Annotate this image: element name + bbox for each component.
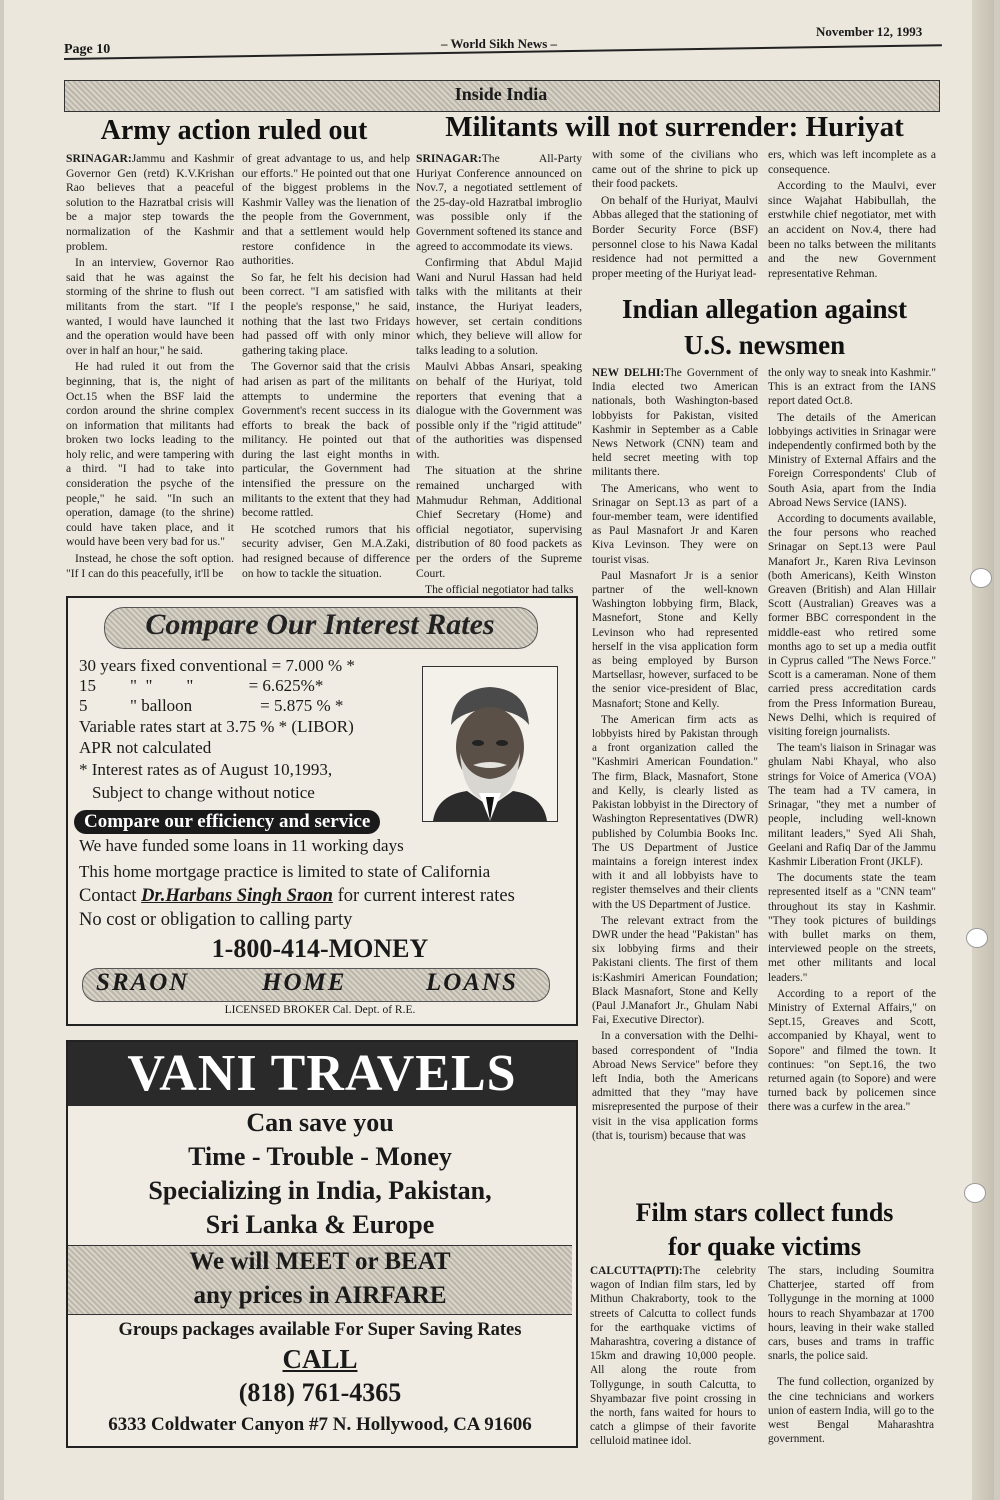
militants-column-1 (416, 152, 582, 598)
contact-line (79, 884, 515, 908)
rate-line: 5 " balloon = 5.875 % * (79, 696, 344, 715)
contact-suffix: for current interest rates (332, 886, 515, 906)
article-paragraph: The details of the American lobbyings activities in Srinagar were independently confirmed both by the Ministry of External Affairs and the Foreign Correspondents' Club of South Asia, apart from the India Abroad News Service (IANS). (768, 411, 936, 509)
rate-line: Variable rates start at 3.75 % * (LIBOR) (79, 717, 354, 736)
allegation-headline-line-1: Indian allegation against (621, 294, 908, 324)
article-paragraph: The situation at the shrine remained uncharged with Mahmudur Rehman, Additional Chief Secretary (Home) and official negotiator, supervising distribution of 80 food packets as per the orders of the Supreme Court. (416, 464, 582, 580)
rate-line: * Interest rates as of August 10,1993, (79, 760, 333, 779)
groups-line: Groups packages available For Super Saving Rates (118, 1320, 522, 1340)
broker-portrait (422, 666, 558, 822)
article-paragraph: Paul Masnafort Jr is a senior partner of the well-known Washington lobbying firm, Black, Masnefort, Stone and Kelly Levinson who had represented herself in the visa application form as being employed by Burson Martsellasr, however, surfaced to be the senior vice-president of Blac, Masnafort; Stone and Kelly. (592, 569, 758, 710)
article-paragraph: On behalf of the Huriyat, Maulvi Abbas alleged that the stationing of Border Security Force (BSF) personnel close to his Nawa Kadal residence had not permitted a proper meeting of the Huriyat lead- (592, 193, 758, 280)
binder-hole (966, 928, 988, 948)
binder-hole (964, 1183, 986, 1203)
article-paragraph: He had ruled it out from the beginning, that is, the night of Oct.15 when the BSF laid the cordon around the shrine complex on information that militants had broken two locks leading to the holy relic, and were tampering with a third. "I had to take into consideration the psyche of the people," he said. "In such an operation, damage (to the shrine) could have taken place, and it would have been very bad for us." (66, 360, 234, 549)
article-paragraph: The Governor said that the crisis had arisen as part of the militants attempts to undermine the Government's recent success in its efforts to break the back of militancy. He pointed out that during the last eight months in particular, the Government had intensified the pressure on the militants to the extent that they had become rattled. (242, 360, 410, 520)
allegation-headline-line-2: U.S. newsmen (683, 330, 846, 360)
brand-word: HOME (262, 969, 347, 996)
beat-line: any prices in AIRFARE (193, 1282, 447, 1309)
article-paragraph: Instead, he chose the soft option. "If I can do this peacefully, it'll be (66, 552, 234, 580)
article-paragraph: The All-Party Huriyat Conference announced on Nov.7, a negotiated settlement of the 25-day-old Hazratbal imbroglio was possible only if the Government softened its stance and agreed to accommodate its views. (416, 152, 582, 253)
phone-number: 1-800-414-MONEY (211, 934, 429, 963)
license-note: LICENSED BROKER Cal. Dept. of R.E. (224, 1004, 416, 1016)
dateline: CALCUTTA(PTI): (590, 1265, 683, 1277)
militants-column-2 (592, 148, 758, 281)
article-paragraph: Confirming that Abdul Majid Wani and Nurul Hassan had held talks with the militants at their instance, the Huriyat leaders, however, set certain conditions which, they believe will allow for talks leading to a solution. (416, 256, 582, 357)
article-paragraph: The fund collection, organized by the cine technicians and workers union of eastern India, will go to the west Bengal Maharashtra government. (768, 1376, 934, 1446)
army-column-1 (66, 152, 234, 581)
article-paragraph: The relevant extract from the DWR under the head "Pakistan" has six lobbying firms and their Pakistani clients. The first of them is:Kashmiri American Foundation; Black Masnafort, Stone and Kelly (Paul J.Manafort Jr., Ghulam Nabi Fai, Executive Director). (592, 914, 758, 1027)
beat-line: We will MEET or BEAT (189, 1248, 451, 1275)
vani-line: Specializing in India, Pakistan, (148, 1176, 492, 1205)
vani-address: 6333 Coldwater Canyon #7 N. Hollywood, CA 91606 (108, 1414, 532, 1435)
allegation-column-1 (592, 366, 758, 1143)
article-paragraph: According to the Maulvi, ever since Wajahat Habibullah, the erstwhile chief negotiator, met with an accident on Nov.4, there had been no talks between the militants and the new Government representative Rehman. (768, 179, 936, 280)
article-paragraph: with some of the civilians who came out of the shrine to pick up their food packets. (592, 148, 758, 191)
article-paragraph: the only way to sneak into Kashmir." This is an extract from the IANS report dated Oct.8. (768, 367, 936, 408)
page-number: Page 10 (64, 42, 111, 57)
rate-line: Subject to change without notice (92, 783, 315, 802)
article-paragraph: ers, which was left incomplete as a consequence. (768, 148, 936, 176)
article-paragraph: The Americans, who went to Srinagar on Sept.13 as part of a four-member team, were identified as Paul Masnafort Jr and Karen Kiva Levinson. They were on tourist visas. (592, 482, 758, 566)
vani-title: VANI TRAVELS (68, 1042, 576, 1106)
article-paragraph: The American firm acts as lobbyists hired by Pakistan through a front organization called the "Kashmiri American Foundation." The firm, Black, Masnafort, Stone and Kelly, is clearly listed as Pakistan lobbyist in the Directory of Washington Representatives (DWR) published by Columbia Books Inc. The US Department of Justice maintains a foreign interest index with it and all lobbyists have to register themselves and their clients with the US Department of Justice. (592, 713, 758, 911)
rate-line: APR not calculated (79, 738, 212, 757)
article-paragraph: According to documents available, the four persons who reached Srinagar on Sept.13 were Paul Manafort Jr., Karen Riva Levinson (both Americans), Keith Winston Greaven (British) and Alan Hillair Scott (Australian) Greaves was a former BBC correspondent in the middle-east who retired some months ago to set up a media outfit in Cyprus called "The News Force." Scott is a cameraman. None of them carried press accreditation cards from the Press Information Bureau, News Delhi, which is required of visiting foreign journalists. (768, 513, 936, 739)
newspaper-page (4, 0, 994, 1500)
militants-column-3 (768, 148, 936, 281)
section-title: Inside India (454, 84, 548, 104)
contact-name: Dr.Harbans Singh Sraon (141, 886, 333, 906)
vani-line: Time - Trouble - Money (188, 1142, 452, 1171)
vani-line: Can save you (246, 1108, 394, 1137)
article-paragraph: The official negotiator had talks (425, 583, 574, 597)
ad-text-line: We have funded some loans in 11 working days (79, 836, 404, 855)
article-paragraph: The team's liaison in Srinagar was ghulam Nabi Khayal, who also strings for Voice of America (VOA) The team had a TV camera, in Srinagar, "they met a number of people, including well-known militant leaders," Syed Ali Shah, Geelani and Rafiq Dar of the Jammu Kashmir Liberation Front (JKLF). (768, 742, 936, 868)
article-paragraph: In a conversation with the Delhi-based correspondent of "India Abroad News Service" before they left India, both the Americans admitted that they "may have misrepresented the purpose of their visit in the visa application forms (that is, tourism) because that was (592, 1030, 758, 1142)
allegation-column-2 (768, 366, 936, 1115)
efficiency-banner: Compare our efficiency and service (74, 810, 380, 834)
film-headline-line-1: Film stars collect funds (635, 1198, 894, 1227)
army-headline: Army action ruled out (100, 115, 368, 146)
film-headline-line-2: for quake victims (667, 1232, 862, 1261)
contact-prefix: Contact (79, 886, 142, 906)
brand-word: SRAON (96, 969, 190, 996)
film-column-1 (590, 1264, 756, 1449)
issue-date: November 12, 1993 (816, 24, 923, 39)
ad-text-line: No cost or obligation to calling party (79, 910, 353, 930)
article-paragraph: He scotched rumors that his security adviser, Gen M.A.Zaki, had resigned because of difference on how to tackle the situation. (242, 522, 410, 580)
article-paragraph: of great advantage to us, and help our efforts." He pointed out that one of the biggest problems in the Kashmir Valley was the lienation of the people from the Government, and that a settlement would help restore confidence in the authorities. (242, 152, 410, 268)
article-paragraph: The Government of India elected two American nationals, both Washington-based lobbyists for Pakistan, visited Kashmir in September as a Cable News Network (CNN) team and held secret meeting with top militants there. (592, 367, 758, 479)
film-column-2 (768, 1264, 934, 1446)
article-paragraph: Jammu and Kashmir Governor Gen (retd) K.V.Krishan Rao believes that a peaceful solution to the Hazratbal crisis will be a major step towards the normalization of the Kashmir problem. (66, 152, 234, 253)
article-paragraph: Maulvi Abbas Ansari, speaking on behalf of the Huriyat, told reporters that evening that a dialogue with the Government was possible only if the "rigid attitude" of the authorities was dispensed with. (416, 360, 582, 461)
vani-phone: (818) 761-4365 (238, 1378, 402, 1407)
article-paragraph: The documents state the team represented itself as a "CNN team" throughout its stay in Kashmir. "They took pictures of buildings with bullet marks on them, interviewed people on the streets, met other militants and local leaders." (768, 872, 936, 984)
dateline: SRINAGAR: (66, 152, 132, 165)
call-label: CALL (282, 1344, 358, 1374)
army-column-2 (242, 152, 410, 581)
paper-name: – World Sikh News – (440, 36, 558, 51)
brand-word: LOANS (426, 969, 518, 996)
binder-hole (970, 568, 992, 588)
ad-text-line: This home mortgage practice is limited to state of California (79, 862, 491, 881)
vani-line: Sri Lanka & Europe (205, 1210, 435, 1239)
dateline: NEW DELHI: (592, 367, 665, 379)
rate-line: 30 years fixed conventional = 7.000 % * (79, 656, 355, 675)
article-paragraph: So far, he felt his decision had been correct. "I am satisfied with the people's response," he said, nothing that the last two Fridays had passed off with only minor gathering taking place. (242, 270, 410, 357)
page-edge (972, 0, 994, 1500)
militants-headline: Militants will not surrender: Huriyat (445, 111, 904, 143)
rates-title: Compare Our Interest Rates (145, 608, 495, 641)
article-paragraph: According to a report of the Ministry of External Affairs," on Sept.15, Greaves and Scott, accompanied by Khayal, went to Sopore" and filmed the town. It continues: "on Sept.16, the two returned again (to Sopore) and were turned back by policemen since there was a curfew in the area." (768, 987, 936, 1114)
article-paragraph: The celebrity wagon of Indian film stars, led by Mithun Chakraborty, took to the streets of Calcutta to collect funds for the earthquake victims of Maharashtra, covering a distance of 15km and drawing 10,000 people. All along the route from Tollygunge, in south Calcutta, to Shyambazar five point crossing in the north, fans waited for hours to catch a glimpse of their favorite celluloid matinee idol. (590, 1265, 756, 1448)
dateline: SRINAGAR: (416, 152, 482, 165)
article-paragraph: The stars, including Soumitra Chatterjee, started off from Tollygunge in the morning at 1000 hours to reach Shyambazar at 1700 hours, leaving in their wake stalled cars, buses and trams in traffic snarls, the police said. (768, 1265, 934, 1363)
article-paragraph: In an interview, Governor Rao said that he was against the storming of the shrine to flush out militants from the start. "If I wanted, I would have launched it and the operation would have been over in half an hour," he said. (66, 256, 234, 357)
rate-line: 15 " " " = 6.625%* (79, 676, 324, 695)
